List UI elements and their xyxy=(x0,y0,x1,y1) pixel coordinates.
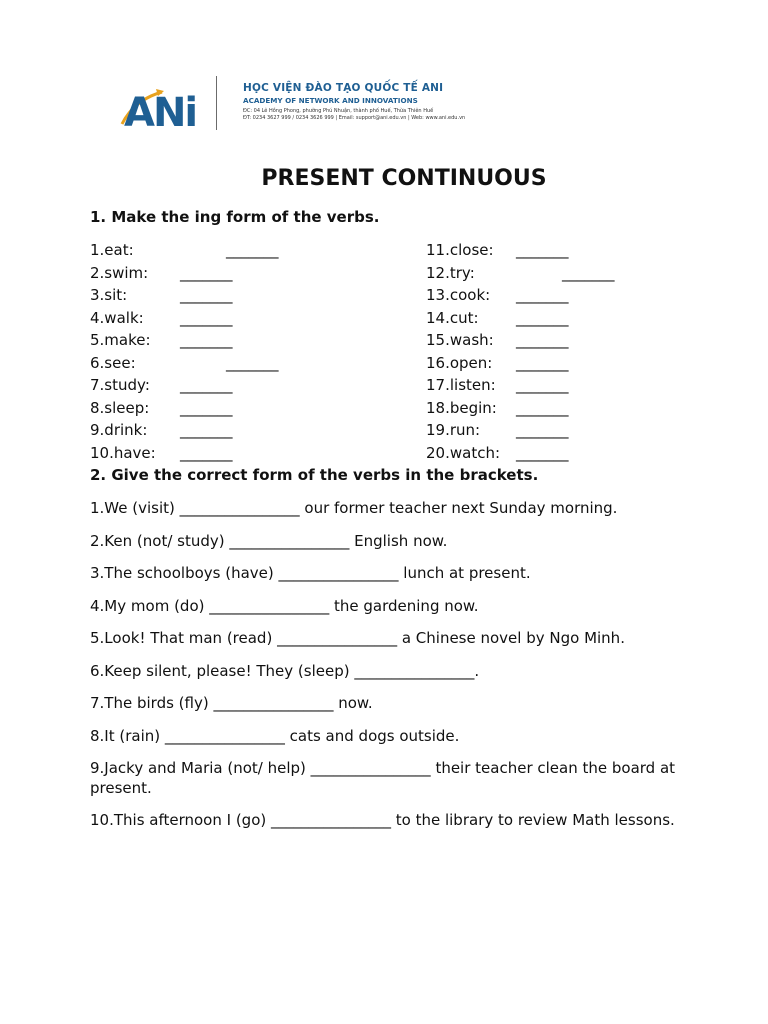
answer-blank[interactable]: _______ xyxy=(226,354,279,372)
answer-blank[interactable]: _______ xyxy=(516,309,569,327)
letterhead xyxy=(120,76,520,132)
verb-label: 9.drink: xyxy=(90,421,148,439)
answer-blank[interactable]: _______ xyxy=(180,421,233,439)
exercise-sentence: 6.Keep silent, please! They (sleep) ________________. xyxy=(90,662,480,680)
page-title: PRESENT CONTINUOUS xyxy=(261,166,547,191)
answer-blank[interactable]: _______ xyxy=(180,399,233,417)
exercise-sentence: 3.The schoolboys (have) ________________ lunch at present. xyxy=(90,564,531,582)
answer-blank[interactable]: _______ xyxy=(516,399,569,417)
exercise-sentence: 7.The birds (fly) ________________ now. xyxy=(90,694,373,712)
exercise-sentence: 5.Look! That man (read) ________________ a Chinese novel by Ngo Minh. xyxy=(90,629,625,647)
verb-label: 15.wash: xyxy=(426,331,494,349)
verb-label: 14.cut: xyxy=(426,309,479,327)
answer-blank[interactable]: _______ xyxy=(516,354,569,372)
answer-blank[interactable]: _______ xyxy=(516,241,569,259)
header-divider xyxy=(216,76,217,130)
exercise-sentence: 2.Ken (not/ study) ________________ English now. xyxy=(90,532,448,550)
verb-label: 16.open: xyxy=(426,354,493,372)
logo-text: ANi xyxy=(124,90,197,128)
answer-blank[interactable]: _______ xyxy=(180,309,233,327)
exercise-sentence: 9.Jacky and Maria (not/ help) ________________ their teacher clean the board at present. xyxy=(90,759,676,797)
org-info xyxy=(243,82,533,121)
answer-blank[interactable]: _______ xyxy=(226,241,279,259)
section2-heading: 2. Give the correct form of the verbs in the brackets. xyxy=(90,466,539,484)
answer-blank[interactable]: _______ xyxy=(180,444,233,462)
org-name-vietnamese: HỌC VIỆN ĐÀO TẠO QUỐC TẾ ANI xyxy=(243,82,444,94)
answer-blank[interactable]: _______ xyxy=(562,264,615,282)
answer-blank[interactable]: _______ xyxy=(516,376,569,394)
verb-label: 18.begin: xyxy=(426,399,497,417)
verb-label: 2.swim: xyxy=(90,264,149,282)
verb-label: 11.close: xyxy=(426,241,494,259)
verb-label: 1.eat: xyxy=(90,241,134,259)
verb-label: 12.try: xyxy=(426,264,475,282)
verb-label: 8.sleep: xyxy=(90,399,150,417)
exercise-sentence: 10.This afternoon I (go) ________________ to the library to review Math lessons. xyxy=(90,811,675,829)
org-contact: ĐT: 0234 3627 999 / 0234 3626 999 | Email: support@ani.edu.vn | Web: www.ani.edu.vn xyxy=(243,115,466,121)
exercise-sentence: 1.We (visit) ________________ our former teacher next Sunday morning. xyxy=(90,499,618,517)
verb-label: 10.have: xyxy=(90,444,156,462)
verb-label: 4.walk: xyxy=(90,309,144,327)
answer-blank[interactable]: _______ xyxy=(180,331,233,349)
verb-label: 20.watch: xyxy=(426,444,501,462)
org-name-english: ACADEMY OF NETWORK AND INNOVATIONS xyxy=(243,96,418,105)
ani-logo-icon xyxy=(120,80,200,128)
answer-blank[interactable]: _______ xyxy=(180,376,233,394)
verb-label: 17.listen: xyxy=(426,376,496,394)
answer-blank[interactable]: _______ xyxy=(516,444,569,462)
verb-label: 6.see: xyxy=(90,354,136,372)
exercise-sentence: 8.It (rain) ________________ cats and dogs outside. xyxy=(90,727,460,745)
exercise-sentence: 4.My mom (do) ________________ the gardening now. xyxy=(90,597,479,615)
answer-blank[interactable]: _______ xyxy=(516,421,569,439)
answer-blank[interactable]: _______ xyxy=(180,286,233,304)
verb-label: 13.cook: xyxy=(426,286,491,304)
section1-heading: 1. Make the ing form of the verbs. xyxy=(90,208,380,226)
verb-label: 5.make: xyxy=(90,331,151,349)
answer-blank[interactable]: _______ xyxy=(516,331,569,349)
answer-blank[interactable]: _______ xyxy=(516,286,569,304)
verb-label: 3.sit: xyxy=(90,286,128,304)
verb-label: 19.run: xyxy=(426,421,481,439)
org-address: ĐC: 04 Lê Hồng Phong, phường Phú Nhuận, thành phố Huế, Thừa Thiên Huế xyxy=(243,108,434,114)
verb-label: 7.study: xyxy=(90,376,150,394)
answer-blank[interactable]: _______ xyxy=(180,264,233,282)
